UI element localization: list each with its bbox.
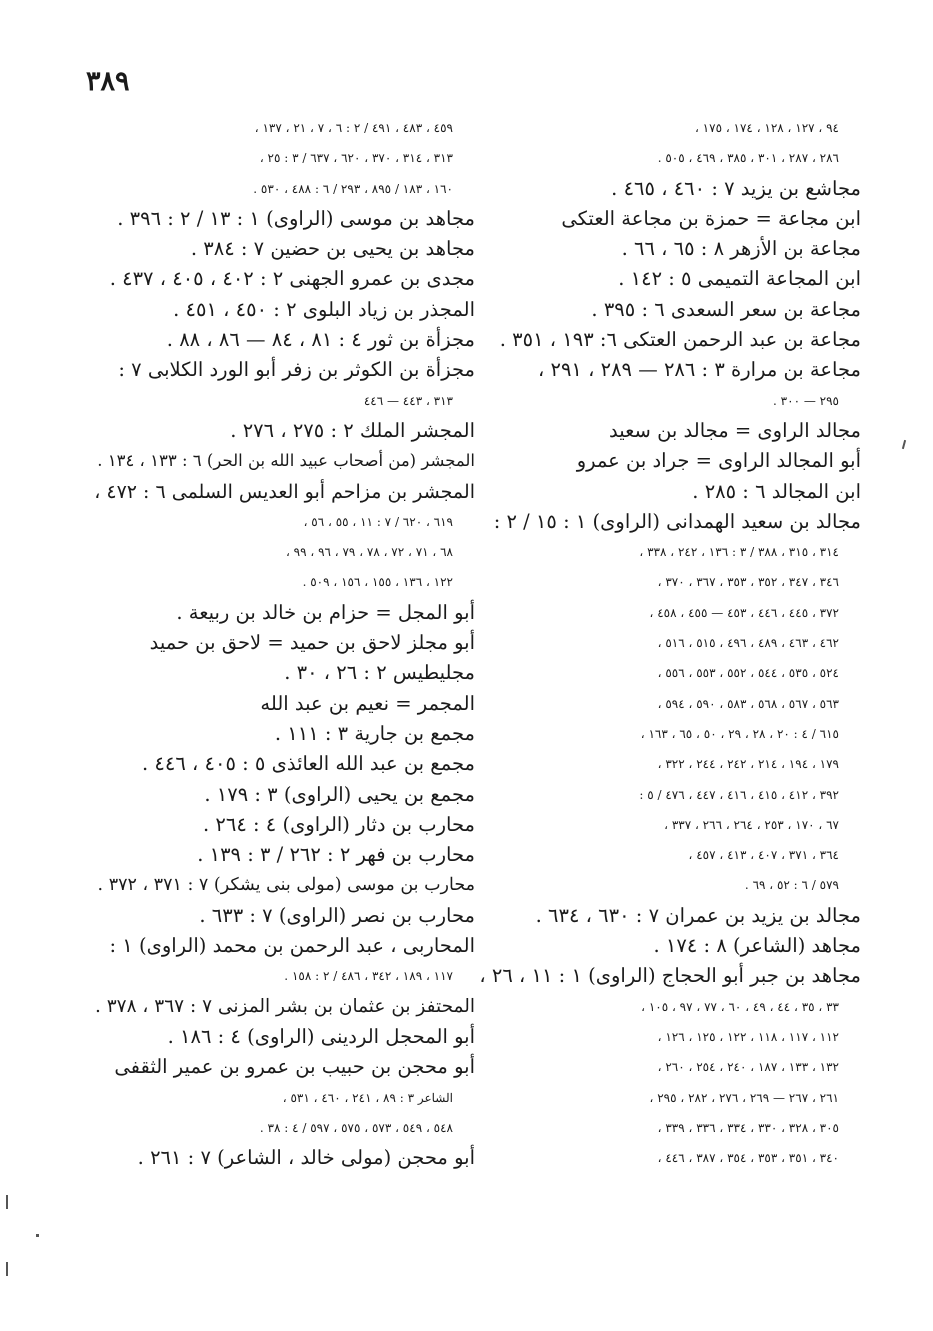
index-entry-continuation: ١٧٩ ، ١٩٤ ، ٢١٤ ، ٢٤٢ ، ٢٤٤ ، ٣٢٢ ، bbox=[657, 757, 839, 772]
index-entry-continuation: ٣٤٦ ، ٣٤٧ ، ٣٥٢ ، ٣٥٣ ، ٣٦٧ ، ٣٧٠ ، bbox=[657, 575, 839, 590]
index-entry: مجزأة بن ثور ٤ : ٨١ ، ٨٤ — ٨٦ ، ٨٨ . bbox=[166, 328, 475, 352]
scan-mark bbox=[902, 440, 906, 449]
index-entry-continuation: ٣٠٥ ، ٣٢٨ ، ٣٣٠ ، ٣٣٤ ، ٣٣٦ ، ٣٣٩ ، bbox=[657, 1120, 839, 1135]
index-entry: أبو محجن (مولى خالد ، الشاعر) ٧ : ٢٦١ . bbox=[137, 1146, 475, 1170]
index-entry-continuation: ١٢٢ ، ١٣٦ ، ١٥٥ ، ١٥٦ ، ٥٠٩ . bbox=[302, 575, 453, 590]
index-entry-continuation: ٥٦٣ ، ٥٦٧ ، ٥٦٨ ، ٥٨٣ ، ٥٩٠ ، ٥٩٤ ، bbox=[657, 696, 839, 711]
index-entry-continuation: ٦٧ ، ١٧٠ ، ٢٥٣ ، ٢٦٤ ، ٢٦٦ ، ٣٣٧ ، bbox=[664, 817, 839, 832]
index-entry: مجالد الراوى = مجالد بن سعيد bbox=[609, 418, 861, 442]
index-entry-continuation: ٢٩٥ — ٣٠٠ . bbox=[773, 393, 839, 408]
index-entry-continuation: ٣١٤ ، ٣١٥ ، ٣٨٨ / ٣ : ١٣٦ ، ٢٤٢ ، ٣٣٨ ، bbox=[639, 545, 839, 560]
index-entry-continuation: ١٣٢ ، ١٣٣ ، ١٨٧ ، ٢٤٠ ، ٢٥٤ ، ٢٦٠ ، bbox=[657, 1060, 839, 1075]
index-entry: مجاهد بن يحيى بن حضين ٧ : ٣٨٤ . bbox=[190, 237, 475, 261]
index-entry: مجاعة بن عبد الرحمن العتكى ٦: ١٩٣ ، ٣٥١ . bbox=[499, 328, 861, 352]
index-entry: مجاهد بن جبر أبو الحجاج (الراوى) ١ : ١١ ، ٢٦ ، bbox=[479, 964, 861, 988]
index-entry-continuation: ٣٤٠ ، ٣٥١ ، ٣٥٣ ، ٣٥٤ ، ٣٨٧ ، ٤٤٦ ، bbox=[657, 1151, 839, 1166]
index-entry: مجمع بن جارية ٣ : ١١١ . bbox=[274, 721, 475, 745]
index-entry-continuation: ٦١٩ ، ٦٢٠ / ٧ : ١١ ، ٥٥ ، ٥٦ ، bbox=[303, 514, 453, 529]
index-entry-continuation: ٩٤ ، ١٢٧ ، ١٢٨ ، ١٧٤ ، ١٧٥ ، bbox=[694, 121, 839, 135]
index-entry: المجذر بن زياد البلوى ٢ : ٤٥٠ ، ٤٥١ . bbox=[173, 297, 475, 321]
index-entry: محارب بن فهر ٢ : ٢٦٢ / ٣ : ١٣٩ . bbox=[197, 843, 475, 867]
index-entry-continuation: ٢٨٦ ، ٢٨٧ ، ٣٠١ ، ٣٨٥ ، ٤٦٩ ، ٥٠٥ . bbox=[657, 151, 839, 166]
index-entry: المجشر بن مزاحم أبو العديس السلمى ٦ : ٤٧٢ ، bbox=[94, 480, 475, 503]
index-entry: محارب بن دثار (الراوى) ٤ : ٢٦٤ . bbox=[203, 812, 475, 836]
index-entry: مجدى بن عمرو الجهنى ٢ : ٤٠٢ ، ٤٠٥ ، ٤٣٧ . bbox=[109, 267, 475, 291]
index-entry-continuation: ٦١٥ / ٤ : ٢٠ ، ٢٨ ، ٢٩ ، ٥٠ ، ٦٥ ، ١٦٣ ، bbox=[640, 726, 839, 741]
index-entry: مجاهد (الشاعر) ٨ : ١٧٤ . bbox=[653, 934, 861, 958]
index-entry-continuation: ٥٤٨ ، ٥٤٩ ، ٥٧٣ ، ٥٧٥ ، ٥٩٧ / ٤ : ٣٨ . bbox=[259, 1120, 453, 1135]
index-entry-continuation: ٥٧٩ / ٦ : ٥٢ ، ٦٩ . bbox=[744, 878, 839, 893]
index-entry-continuation: ٦٨ ، ٧١ ، ٧٢ ، ٧٨ ، ٧٩ ، ٩٦ ، ٩٩ ، bbox=[285, 545, 453, 560]
index-entry-continuation: ٣١٣ ، ٤٤٣ — ٤٤٦ bbox=[363, 393, 453, 408]
index-entry-continuation: ٣١٣ ، ٣١٤ ، ٣٧٠ ، ٦٢٠ ، ٦٣٧ / ٣ : ٢٥ ، bbox=[259, 151, 453, 166]
index-entry-continuation: ٤٥٩ ، ٤٨٣ ، ٤٩١ / ٢ : ٦ ، ٧ ، ٢١ ، ١٣٧ ، bbox=[254, 121, 453, 135]
index-entry: مجزأة بن الكوثر بن زفر أبو الورد الكلابى ٧ : bbox=[118, 358, 475, 382]
index-entry: ابن المجالد ٦ : ٢٨٥ . bbox=[692, 479, 861, 503]
index-entry: أبو المجالد الراوى = جراد بن عمرو bbox=[576, 449, 861, 473]
index-entry-continuation: ٣٩٢ ، ٤١٢ ، ٤١٥ ، ٤١٦ ، ٤٤٧ ، ٤٧٦ / ٥ : bbox=[639, 787, 839, 802]
index-column-right bbox=[479, 113, 861, 1173]
index-column-left bbox=[93, 113, 475, 1173]
index-entry: محارب بن نصر (الراوى) ٧ : ٦٣٣ . bbox=[199, 903, 475, 927]
scan-mark bbox=[36, 1234, 39, 1237]
index-entry: مجمع بن يحيى (الراوى) ٣ : ١٧٩ . bbox=[204, 782, 475, 806]
index-entry-continuation: ٢٦١ ، ٢٦٧ — ٢٦٩ ، ٢٧٦ ، ٢٨٢ ، ٢٩٥ ، bbox=[649, 1090, 839, 1105]
index-entry-continuation: ٣٧٢ ، ٤٤٥ ، ٤٤٦ ، ٤٥٣ — ٤٥٥ ، ٤٥٨ ، bbox=[649, 605, 839, 620]
index-entry: ابن المجاعة التميمى ٥ : ١٤٢ . bbox=[618, 267, 861, 291]
index-entry-continuation: ١١٢ ، ١١٧ ، ١١٨ ، ١٢٢ ، ١٢٥ ، ١٢٦ ، bbox=[657, 1029, 839, 1044]
index-entry: أبو محجن بن حبيب بن عمرو بن عمير الثقفى bbox=[114, 1055, 475, 1079]
index-entry: ابن مجاعة = حمزة بن مجاعة العتكى bbox=[561, 206, 861, 230]
index-entry-continuation: ١١٧ ، ١٨٩ ، ٣٤٢ ، ٤٨٦ / ٢ : ١٥٨ . bbox=[284, 969, 453, 984]
index-entry: أبو المجل = حزام بن خالد بن ربيعة . bbox=[176, 600, 475, 624]
index-entry-continuation: ٤٦٢ ، ٤٦٣ ، ٤٨٩ ، ٤٩٦ ، ٥١٥ ، ٥١٦ ، bbox=[657, 636, 839, 651]
index-entry: مجليطيس ٢ : ٢٦ ، ٣٠ . bbox=[284, 661, 475, 685]
index-entry: المجشر (من أصحاب عبيد الله بن الحر) ٦ : ١٣٣ ، ١٣٤ . bbox=[97, 451, 475, 471]
index-entry-continuation: ٥٢٤ ، ٥٣٥ ، ٥٤٤ ، ٥٥٢ ، ٥٥٣ ، ٥٥٦ ، bbox=[657, 666, 839, 681]
index-entry-continuation: ١٦٠ ، ١٨٣ / ٨٩٥ ، ٢٩٣ / ٦ : ٤٨٨ ، ٥٣٠ . bbox=[253, 181, 453, 196]
index-entry: مجالد بن سعيد الهمدانى (الراوى) ١ : ١٥ / ٢ : bbox=[493, 509, 861, 533]
index-entry: المجشر الملك ٢ : ٢٧٥ ، ٢٧٦ . bbox=[230, 418, 475, 442]
page-number: ٣٨٩ bbox=[86, 66, 130, 97]
scan-mark bbox=[6, 1262, 8, 1276]
index-entry: مجمع بن عبد الله العائذى ٥ : ٤٠٥ ، ٤٤٦ . bbox=[141, 752, 475, 776]
index-entry: محارب بن موسى (مولى بنى يشكر) ٧ : ٣٧١ ، ٣٧٢ . bbox=[97, 875, 475, 896]
index-entry-continuation: الشاعر ٣ : ٨٩ ، ٢٤١ ، ٤٦٠ ، ٥٣١ ، bbox=[282, 1090, 453, 1105]
index-entry-continuation: ٣٣ ، ٣٥ ، ٤٤ ، ٤٩ ، ٦٠ ، ٧٧ ، ٩٧ ، ١٠٥ ، bbox=[641, 999, 839, 1014]
index-entry: أبو المحجل الردينى (الراوى) ٤ : ١٨٦ . bbox=[167, 1024, 475, 1048]
index-entry: المحاربى ، عبد الرحمن بن محمد (الراوى) ١ : bbox=[109, 934, 475, 958]
index-entry: مجاعة بن سعر السعدى ٦ : ٣٩٥ . bbox=[591, 297, 861, 321]
index-entry: مجاعة بن مرارة ٣ : ٢٨٦ — ٢٨٩ ، ٢٩١ ، bbox=[537, 358, 861, 382]
scan-mark bbox=[6, 1195, 8, 1209]
index-entry: مجاعة بن الأزهر ٨ : ٦٥ ، ٦٦ . bbox=[621, 237, 861, 261]
index-entry: مجاهد بن موسى (الراوى) ١ : ١٣ / ٢ : ٣٩٦ . bbox=[117, 206, 475, 230]
index-entry: المجمر = نعيم بن عبد الله bbox=[260, 691, 475, 715]
index-entry: المحتفز بن عثمان بن بشر المزنى ٧ : ٣٦٧ ، ٣٧٨ . bbox=[94, 995, 475, 1017]
index-entry-continuation: ٣٦٤ ، ٣٧١ ، ٤٠٧ ، ٤١٣ ، ٤٥٧ ، bbox=[688, 848, 839, 863]
index-entry: مجاشع بن يزيد ٧ : ٤٦٠ ، ٤٦٥ . bbox=[611, 176, 861, 200]
index-entry: أبو مجلز لاحق بن حميد = لاحق بن حميد bbox=[149, 631, 475, 655]
index-entry: مجالد بن يزيد بن عمران ٧ : ٦٣٠ ، ٦٣٤ . bbox=[535, 903, 861, 927]
